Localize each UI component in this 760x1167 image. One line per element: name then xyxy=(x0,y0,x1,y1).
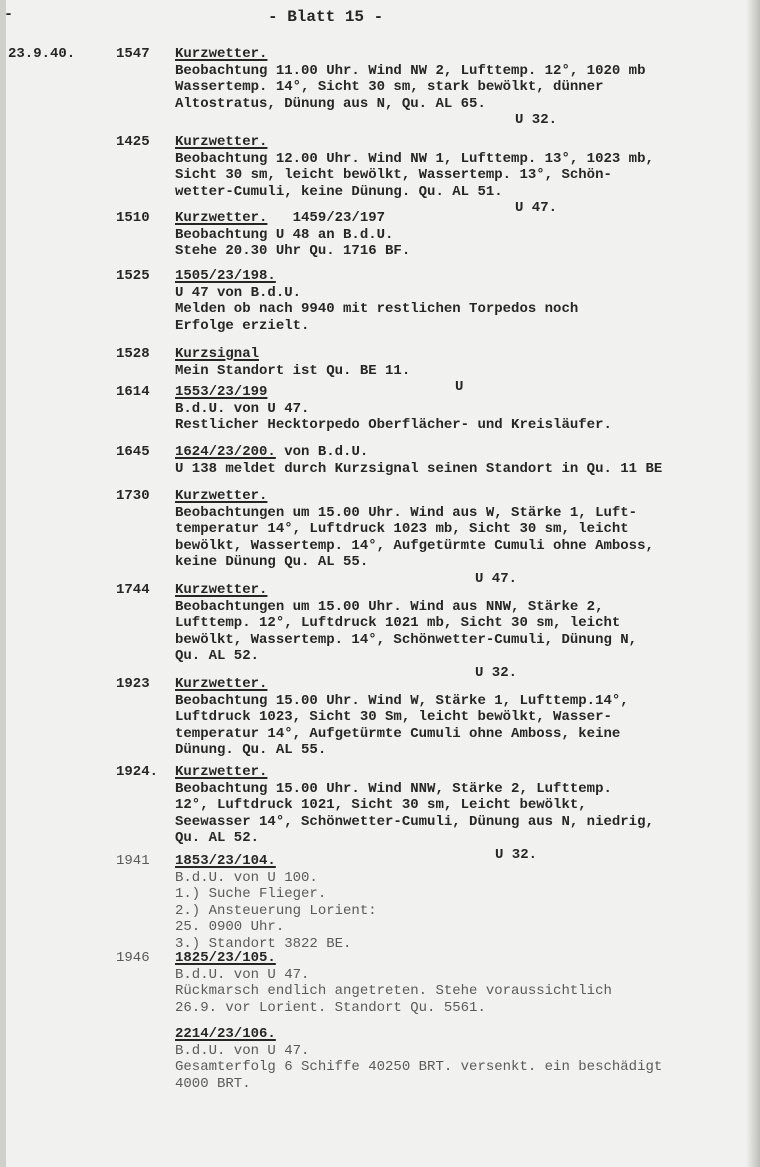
entry-time: 1510 xyxy=(116,210,150,226)
page-left-edge xyxy=(0,0,6,1167)
entry-title-line xyxy=(175,46,760,63)
entry-title-line xyxy=(175,134,760,151)
entry-text-line: Luftdruck 1023, Sicht 30 Sm, leicht bewölkt, Wasser- xyxy=(175,709,612,725)
entry-title: Kurzwetter. xyxy=(175,46,268,62)
entry-title-line xyxy=(175,346,760,363)
entry-time: 1941 xyxy=(116,853,150,869)
entry-title: 2214/23/106. xyxy=(175,1026,276,1042)
entry-text-line: Beobachtungen um 15.00 Uhr. Wind aus W, Stärke 1, Luft- xyxy=(175,504,638,521)
entry-text-line: B.d.U. von U 47. xyxy=(175,1042,310,1059)
entry-time: 1645 xyxy=(116,444,150,460)
entry-title-line xyxy=(175,582,760,599)
entry-title-line xyxy=(175,384,760,401)
entry-text-line: 12°, Luftdruck 1021, Sicht 30 sm, Leicht bewölkt, xyxy=(175,797,587,813)
entry-title-line xyxy=(175,764,760,781)
entry-text-line: Dünung. Qu. AL 55. xyxy=(175,742,327,758)
entry-text-line: Qu. AL 52. xyxy=(175,648,260,664)
entry-text-line: Lufttemp. 12°, Luftdruck 1021 mb, Sicht 30 sm, leicht xyxy=(175,615,621,631)
entry-text-line: Beobachtung U 48 an B.d.U. xyxy=(175,226,394,243)
entry-text-line: Altostratus, Dünung aus N, Qu. AL 65. xyxy=(175,95,486,112)
entry-signature: U 47. xyxy=(515,200,558,216)
entry-text-line: U 138 meldet durch Kurzsignal seinen Standort in Qu. 11 BE xyxy=(175,460,663,477)
log-entry xyxy=(175,853,760,952)
entry-title-extra: von B.d.U. xyxy=(275,444,369,460)
entry-title-line xyxy=(175,488,760,505)
entry-text-line: temperatur 14°, Luftdruck 1023 mb, Sicht 30 sm, leicht xyxy=(175,521,629,537)
entry-text-line: 3.) Standort 3822 BE. xyxy=(175,935,352,952)
entry-text-line: 26.9. vor Lorient. Standort Qu. 5561. xyxy=(175,999,486,1016)
entry-text-line: Qu. AL 52. xyxy=(175,830,260,846)
entry-time: 1425 xyxy=(116,134,150,150)
entry-text-line: Seewasser 14°, Schönwetter-Cumuli, Dünung aus N, niedrig, xyxy=(175,813,654,830)
entry-time: 1924. xyxy=(116,764,159,780)
entry-title: Kurzwetter. xyxy=(175,676,268,692)
entry-time: 1547 xyxy=(116,46,150,62)
log-entry xyxy=(175,1026,760,1092)
log-entry xyxy=(175,46,760,129)
entry-text-line: Beobachtung 11.00 Uhr. Wind NW 2, Lufttemp. 12°, 1020 mb xyxy=(175,62,646,79)
entry-title: 1853/23/104. xyxy=(175,853,276,869)
log-entry xyxy=(175,582,760,681)
entry-title-line xyxy=(175,853,760,870)
entry-text-line: B.d.U. von U 47. xyxy=(175,400,310,417)
entry-title: 1624/23/200. xyxy=(175,444,276,460)
entry-title-line xyxy=(175,444,760,461)
entry-title: 1825/23/105. xyxy=(175,950,276,966)
entry-text-line: Beobachtung 12.00 Uhr. Wind NW 1, Lufttemp. 13°, 1023 mb, xyxy=(175,150,654,167)
entry-text-line: U 47 von B.d.U. xyxy=(175,284,302,301)
log-entry xyxy=(175,488,760,587)
entry-text-line: Stehe 20.30 Uhr Qu. 1716 BF. xyxy=(175,243,411,259)
log-entry xyxy=(175,676,760,759)
top-mark: - xyxy=(4,6,14,23)
entry-text-line: B.d.U. von U 100. xyxy=(175,869,318,886)
log-date: 23.9.40. xyxy=(8,46,76,62)
entry-signature: U 47. xyxy=(475,570,518,587)
entry-text-line: Beobachtung 15.00 Uhr. Wind NNW, Stärke 2, Lufttemp. xyxy=(175,780,612,797)
entry-title-line xyxy=(175,268,760,285)
entry-signature: U xyxy=(455,379,464,395)
entry-text-line: Sicht 30 sm, leicht bewölkt, Wassertemp. 13°, Schön- xyxy=(175,167,612,183)
entry-text-line: B.d.U. von U 47. xyxy=(175,966,310,983)
log-entry xyxy=(175,764,760,863)
entry-time: 1946 xyxy=(116,950,150,966)
entry-text-line: Restlicher Hecktorpedo Oberflächer- und Kreisläufer. xyxy=(175,417,612,433)
entry-text-line: keine Dünung Qu. AL 55. xyxy=(175,554,369,570)
entry-title-line xyxy=(175,210,760,227)
log-entry xyxy=(175,268,760,334)
entry-time: 1923 xyxy=(116,676,150,692)
entry-title-line xyxy=(175,1026,760,1043)
entry-text-line: Beobachtungen um 15.00 Uhr. Wind aus NNW, Stärke 2, xyxy=(175,598,604,615)
entry-text-line: 25. 0900 Uhr. xyxy=(175,919,285,935)
entry-title: Kurzwetter. xyxy=(175,488,268,504)
entry-text-line: Gesamterfolg 6 Schiffe 40250 BRT. versenkt. ein beschädigt xyxy=(175,1059,663,1075)
entry-title-line xyxy=(175,950,760,967)
entry-title: 1553/23/199 xyxy=(175,384,268,400)
entry-title: Kurzwetter. xyxy=(175,764,268,780)
entry-title: Kurzwetter. xyxy=(175,582,268,598)
entry-signature: U 32. xyxy=(475,664,518,681)
entry-text-line: Beobachtung 15.00 Uhr. Wind W, Stärke 1, Lufttemp.14°, xyxy=(175,692,629,709)
entry-text-line: bewölkt, Wassertemp. 14°, Aufgetürmte Cumuli ohne Amboss, xyxy=(175,537,654,554)
entry-signature: U 32. xyxy=(515,112,558,128)
entry-signature: U 32. xyxy=(495,846,538,863)
entry-text-line: temperatur 14°, Aufgetürmte Cumuli ohne Amboss, keine xyxy=(175,725,621,742)
entry-time: 1744 xyxy=(116,582,150,598)
entry-title: Kurzsignal xyxy=(175,346,260,362)
entry-text-line: Rückmarsch endlich angetreten. Stehe voraussichtlich xyxy=(175,983,612,999)
log-entry xyxy=(175,950,760,1016)
entry-text-line: Erfolge erzielt. xyxy=(175,317,310,334)
entry-text-line: Melden ob nach 9940 mit restlichen Torpedos noch xyxy=(175,301,579,317)
entry-text-line: wetter-Cumuli, keine Dünung. Qu. AL 51. xyxy=(175,183,503,200)
entry-title: Kurzwetter. xyxy=(175,210,268,226)
entry-title: Kurzwetter. xyxy=(175,134,268,150)
log-entry xyxy=(175,384,760,434)
entry-title-extra: 1459/23/197 xyxy=(267,210,386,226)
entry-text-line: 2.) Ansteuerung Lorient: xyxy=(175,902,377,919)
entry-time: 1730 xyxy=(116,488,150,504)
entry-text-line: bewölkt, Wassertemp. 14°, Schönwetter-Cumuli, Dünung N, xyxy=(175,631,638,648)
entry-time: 1525 xyxy=(116,268,150,284)
log-entry xyxy=(175,134,760,217)
entry-text-line: Mein Standort ist Qu. BE 11. xyxy=(175,362,411,379)
entry-time: 1528 xyxy=(116,346,150,362)
entry-text-line: 4000 BRT. xyxy=(175,1075,251,1092)
entry-text-line: Wassertemp. 14°, Sicht 30 sm, stark bewölkt, dünner xyxy=(175,79,604,95)
entry-time: 1614 xyxy=(116,384,150,400)
entry-title-line xyxy=(175,676,760,693)
page-header: - Blatt 15 - xyxy=(268,8,384,26)
log-entry xyxy=(175,444,760,477)
entry-title: 1505/23/198. xyxy=(175,268,276,284)
log-entry xyxy=(175,210,760,260)
entry-text-line: 1.) Suche Flieger. xyxy=(175,886,327,902)
